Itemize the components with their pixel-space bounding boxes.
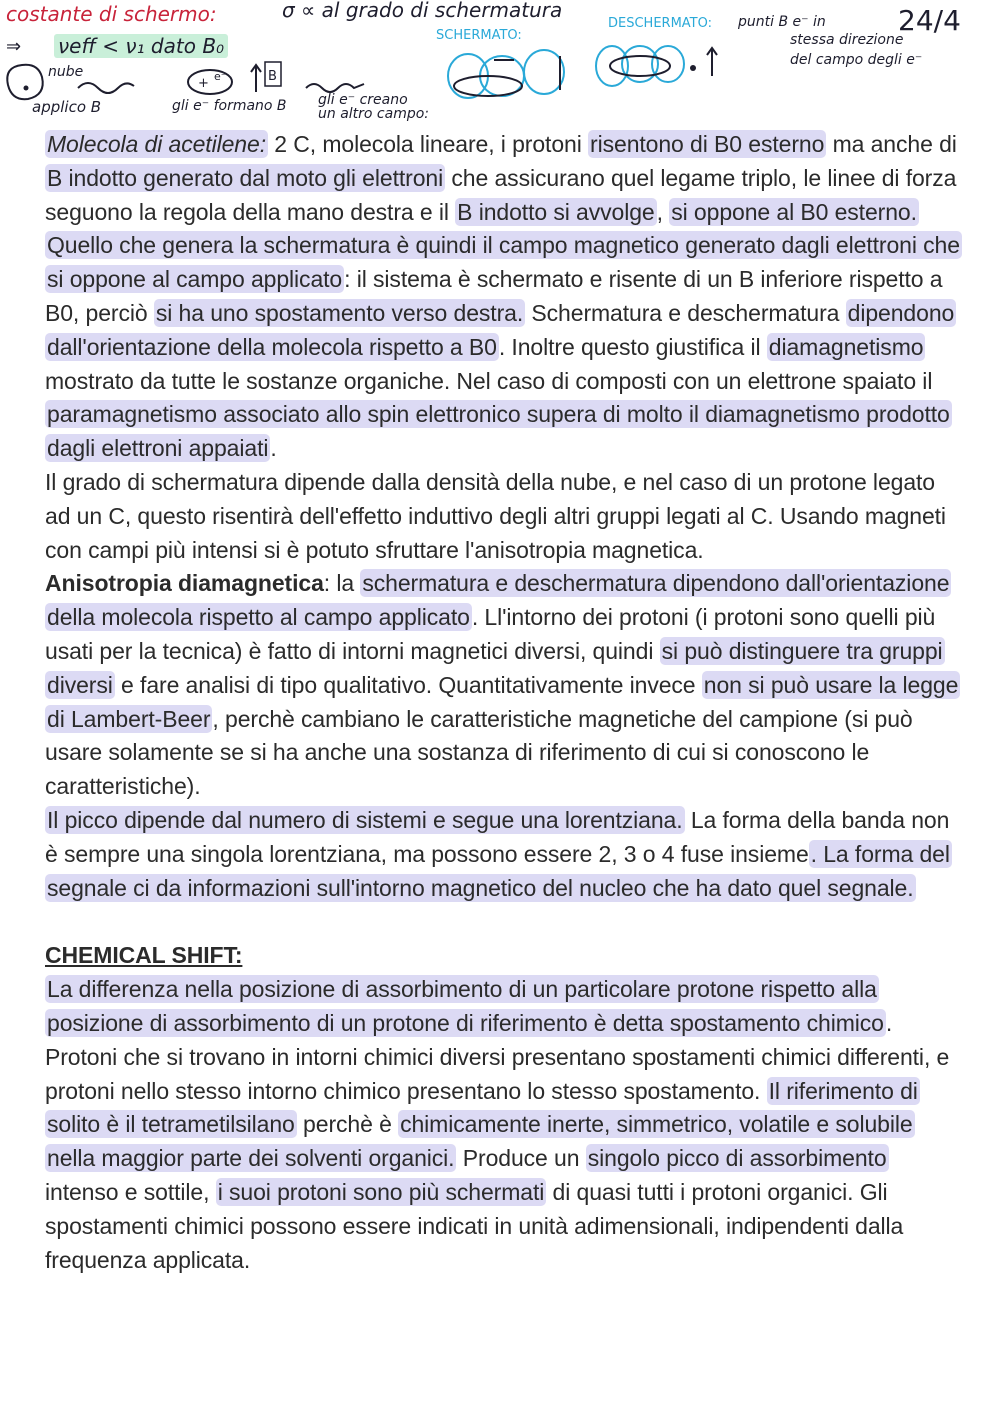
text-run: intenso e sottile, — [45, 1178, 216, 1205]
text-run: e fare analisi di tipo qualitativo. Quantitativamente invece — [114, 671, 702, 698]
highlighted-text: Il picco dipende dal numero di sistemi e segue una lorentziana. — [47, 806, 683, 833]
text-run: che assicurano quel legame triplo, le linee di forza seguono la regola della mano destra e il — [45, 164, 957, 225]
paragraph-picco — [45, 804, 965, 905]
highlighted-text: Quello che genera la schermatura è quindi il campo magnetico generato dagli elettroni che si oppone al campo applicato — [47, 232, 960, 293]
text-run: . Protoni che si trovano in intorni chimici diversi presentano spostamenti chimici differenti, e protoni nello stesso intorno chimico presentano lo stesso spostamento. — [45, 1009, 950, 1104]
note-deschermato: DESCHERMATO: — [608, 16, 712, 31]
note-title-red: costante di schermo: — [6, 2, 217, 26]
paragraph-grado-schermatura — [45, 466, 965, 567]
text-run: La forma della banda non è sempre una singola lorentziana, ma possono essere 2, 3 o 4 fuse insieme — [45, 806, 950, 867]
note-nube: nube — [48, 64, 84, 80]
text-run: . Inoltre questo giustifica il — [498, 333, 767, 360]
highlighted-text: risentono di B0 esterno — [590, 131, 825, 157]
text-run: . — [270, 435, 277, 462]
svg-text:+: + — [198, 76, 209, 91]
paragraph-chemical-shift — [45, 973, 965, 1277]
highlighted-text: chimicamente inerte, simmetrico, volatile e solubile nella maggior parte dei solventi organici. — [47, 1111, 913, 1172]
paragraph-anisotropia — [45, 567, 965, 804]
note-deschermato-3: del campo degli e⁻ — [790, 52, 923, 68]
highlighted-text: Molecola di acetilene: — [47, 131, 266, 157]
page-number: 24/4 — [898, 4, 961, 37]
note-deschermato-1: punti B e⁻ in — [738, 14, 826, 30]
text-run: , perchè cambiano le caratteristiche magnetiche del campione (si può usare solamente se si ha anche una sostanza di riferimento di cui si conoscono le caratteristiche). — [45, 705, 913, 800]
text-run: , — [656, 198, 670, 225]
note-title-ink: σ ∝ al grado di schermatura — [282, 0, 563, 22]
text-run: Il grado di schermatura dipende dalla densità della nube, e nel caso di un protone legato ad un C, questo risentirà dell'effetto induttivo degli altri gruppi legati al C. Usando magneti con campi più intensi si è potuto sfruttare l'anisotropia magnetica. — [45, 468, 946, 563]
highlighted-text: diamagnetismo — [768, 333, 924, 360]
document-body — [45, 128, 965, 1277]
handwritten-sketch — [0, 0, 1000, 135]
text-run: Schermatura e deschermatura — [525, 299, 846, 326]
text-run: : il sistema è schermato e risente di un B inferiore rispetto a B0, perciò — [45, 266, 943, 326]
highlighted-text: dipendono dall'orientazione della molecola rispetto a B0 — [47, 299, 955, 360]
text-run: Anisotropia diamagnetica — [45, 570, 324, 597]
highlighted-text: La differenza nella posizione di assorbimento di un particolare protone rispetto alla posizione di assorbimento di un protone di riferimento è detta spostamento chimico — [47, 976, 884, 1036]
text-run: perchè è — [296, 1111, 399, 1138]
shielded-sketch-icon — [448, 50, 564, 98]
text-run: Produce un — [456, 1145, 586, 1172]
text-run: ma anche di — [826, 131, 957, 157]
highlighted-text: schermatura e deschermatura dipendono dall'orientazione della molecola rispetto al campo applicato — [47, 570, 950, 631]
note-schermato: SCHERMATO: — [436, 28, 522, 43]
text-run: 2 C, molecola lineare, i protoni — [267, 131, 589, 157]
section-heading: CHEMICAL SHIFT: — [45, 942, 243, 969]
paragraph-acetilene — [45, 128, 965, 229]
highlighted-text: si ha uno spostamento verso destra. — [155, 299, 524, 326]
note-gli-creano: gli e⁻ creano — [318, 92, 408, 108]
text-run: . Ll'intorno dei protoni (i protoni sono quelli più usati per la tecnica) è fatto di intorni magnetici diversi, quindi — [45, 604, 936, 664]
highlighted-text: B indotto generato dal moto gli elettroni — [47, 164, 444, 191]
ring-sketch-icon — [188, 62, 281, 94]
highlighted-text: si oppone al B0 esterno. — [671, 198, 917, 225]
note-frequency-highlight: νeff < ν₁ dato B₀ — [54, 34, 228, 58]
cloud-sketch-icon — [7, 65, 42, 99]
highlighted-text: non si può usare la legge di Lambert-Beer — [47, 671, 959, 732]
highlighted-text: singolo picco di assorbimento — [587, 1145, 887, 1172]
svg-text:B: B — [268, 69, 277, 84]
highlighted-text: B indotto si avvolge — [457, 198, 655, 225]
wave-arrow-icon — [78, 83, 134, 93]
note-deschermato-2: stessa direzione — [790, 32, 904, 48]
paragraph-schermatura — [45, 229, 965, 466]
note-applico: applico B — [32, 98, 102, 116]
svg-text:e⁻: e⁻ — [214, 70, 227, 83]
note-altro-campo: un altro campo: — [318, 106, 430, 122]
note-arrow: ⇒ — [6, 36, 22, 57]
highlighted-text: i suoi protoni sono più schermati — [217, 1178, 545, 1205]
highlighted-text: paramagnetismo associato allo spin elettronico supera di molto il diamagnetismo prodotto dagli elettroni appaiati — [47, 401, 950, 462]
blank-line — [45, 905, 965, 939]
text-run: mostrato da tutte le sostanze organiche. Nel caso di composti con un elettrone spaiato il — [45, 367, 933, 394]
wave-arrow-icon — [306, 84, 364, 92]
text-run: di quasi tutti i protoni organici. Gli spostamenti chimici possono essere indicati in unità adimensionali, indipendenti dalla frequenza applicata. — [45, 1178, 904, 1273]
note-gli-e: gli e⁻ formano B — [172, 98, 287, 114]
highlighted-text: si può distinguere tra gruppi diversi — [47, 637, 943, 698]
highlighted-text: . La forma del segnale ci da informazioni sull'intorno magnetico del nucleo che ha dato quel segnale. — [47, 840, 950, 901]
text-run: : la — [323, 570, 361, 597]
deshielded-sketch-icon — [596, 46, 717, 86]
highlighted-text: Il riferimento di solito è il tetrametilsilano — [47, 1077, 918, 1138]
